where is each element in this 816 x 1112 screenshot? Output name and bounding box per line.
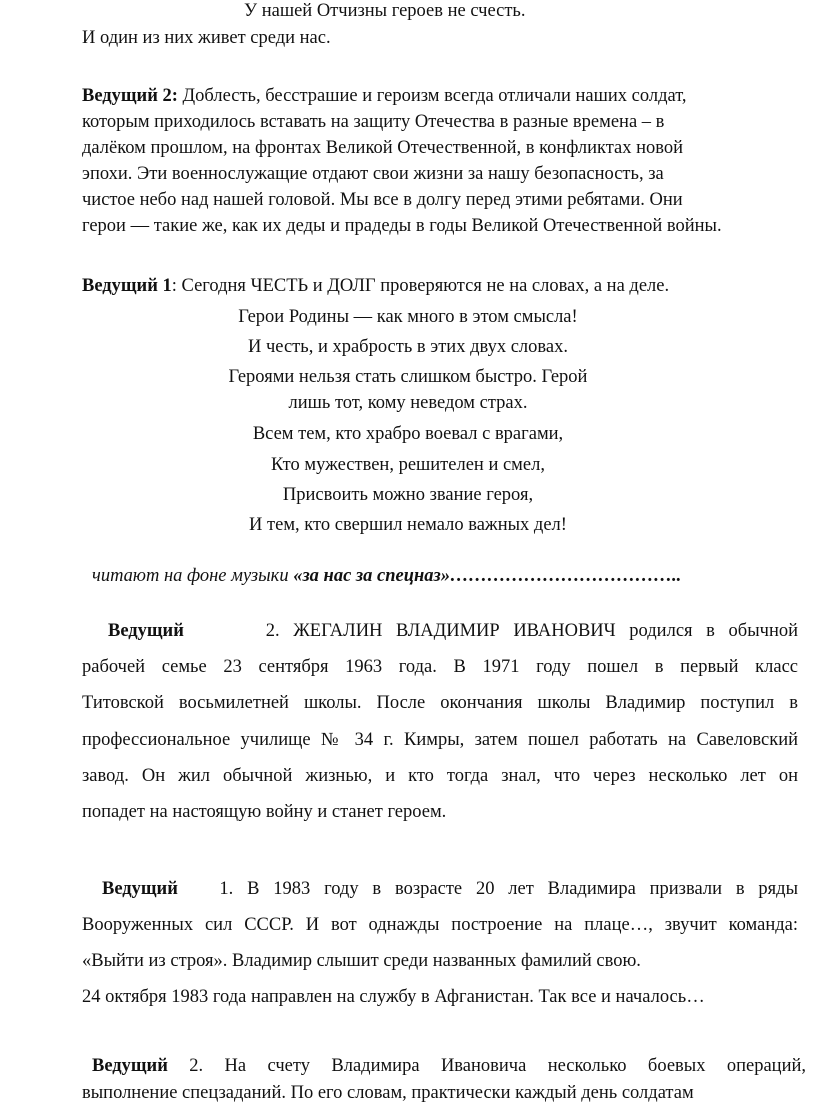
block3-line-6: попадет на настоящую войну и станет героем. [82, 802, 447, 822]
poem-line-5: Всем тем, кто храбро воевал с врагами, [252, 424, 564, 444]
block1-line-1 [82, 85, 687, 107]
block3-line-5: завод. Он жил обычной жизнью, и кто тогда знал, что через несколько лет он [82, 766, 798, 786]
song-title: «за нас за спецназ»……………………………….. [293, 566, 682, 586]
intro-line-2: И один из них живет среди нас. [82, 28, 331, 48]
block3-text: 2. ЖЕГАЛИН ВЛАДИМИР ИВАНОВИЧ родился в обычной [265, 621, 799, 641]
block3-line-4: профессиональное училище № 34 г. Кимры, затем пошел работать на Савеловский [82, 730, 798, 750]
block4-line-2: Вооруженных сил СССР. И вот однажды построение на плаце…, звучит команда: [82, 915, 798, 935]
block3-line-3: Титовской восьмилетней школы. После окончания школы Владимир поступил в [82, 693, 798, 713]
speaker-label: Ведущий 1 [82, 276, 172, 296]
block5-line-2: выполнение спецзаданий. По его словам, практически каждый день солдатам [82, 1083, 694, 1103]
speaker-label: Ведущий [92, 1056, 168, 1076]
block4-line-3: «Выйти из строя». Владимир слышит среди названных фамилий свою. [82, 951, 641, 971]
block1-text: Доблесть, бесстрашие и героизм всегда отличали наших солдат, [177, 86, 687, 106]
block1-line-2: которым приходилось вставать на защиту Отечества в разные времена – в [82, 112, 665, 132]
speaker-label: Ведущий [108, 621, 184, 641]
block5-text: 2. На счету Владимира Ивановича несколько боевых операций, [189, 1056, 806, 1076]
block2-text: : Сегодня ЧЕСТЬ и ДОЛГ проверяются не на словах, а на деле. [171, 276, 670, 296]
block2-line-1 [82, 275, 669, 297]
block1-line-3: далёком прошлом, на фронтах Великой Отечественной, в конфликтах новой [82, 138, 684, 158]
block1-line-4: эпохи. Эти военнослужащие отдают свои жизни за нашу безопасность, за [82, 164, 664, 184]
block4-line-4: 24 октября 1983 года направлен на службу в Афганистан. Так все и началось… [82, 987, 705, 1007]
block1-line-6: герои — такие же, как их деды и прадеды в годы Великой Отечественной войны. [82, 216, 722, 236]
block5-line-1 [92, 1055, 806, 1077]
poem-line-1: Герои Родины — как много в этом смысла! [238, 307, 578, 327]
poem-line-6: Кто мужествен, решителен и смел, [271, 455, 545, 475]
block3-line-2: рабочей семье 23 сентября 1963 года. В 1971 году пошел в первый класс [82, 657, 798, 677]
poem-line-7: Присвоить можно звание героя, [282, 485, 534, 505]
speaker-label: Ведущий [102, 879, 178, 899]
poem-line-2: И честь, и храбрость в этих двух словах. [248, 337, 568, 357]
music-note-prefix: читают на фоне музыки [92, 566, 294, 586]
block3-line-1 [108, 620, 798, 642]
poem-line-8: И тем, кто свершил немало важных дел! [249, 515, 567, 535]
block1-line-5: чистое небо над нашей головой. Мы все в долгу перед этими ребятами. Они [82, 190, 683, 210]
intro-line-1: У нашей Отчизны героев не счесть. [244, 1, 526, 21]
music-note [92, 565, 681, 587]
speaker-label: Ведущий 2: [82, 86, 178, 106]
block4-line-1 [102, 878, 798, 900]
poem-line-3: Героями нельзя стать слишком быстро. Герой [228, 367, 588, 387]
block4-text: 1. В 1983 году в возрасте 20 лет Владимира призвали в ряды [219, 879, 798, 899]
poem-line-4: лишь тот, кому неведом страх. [288, 393, 528, 413]
